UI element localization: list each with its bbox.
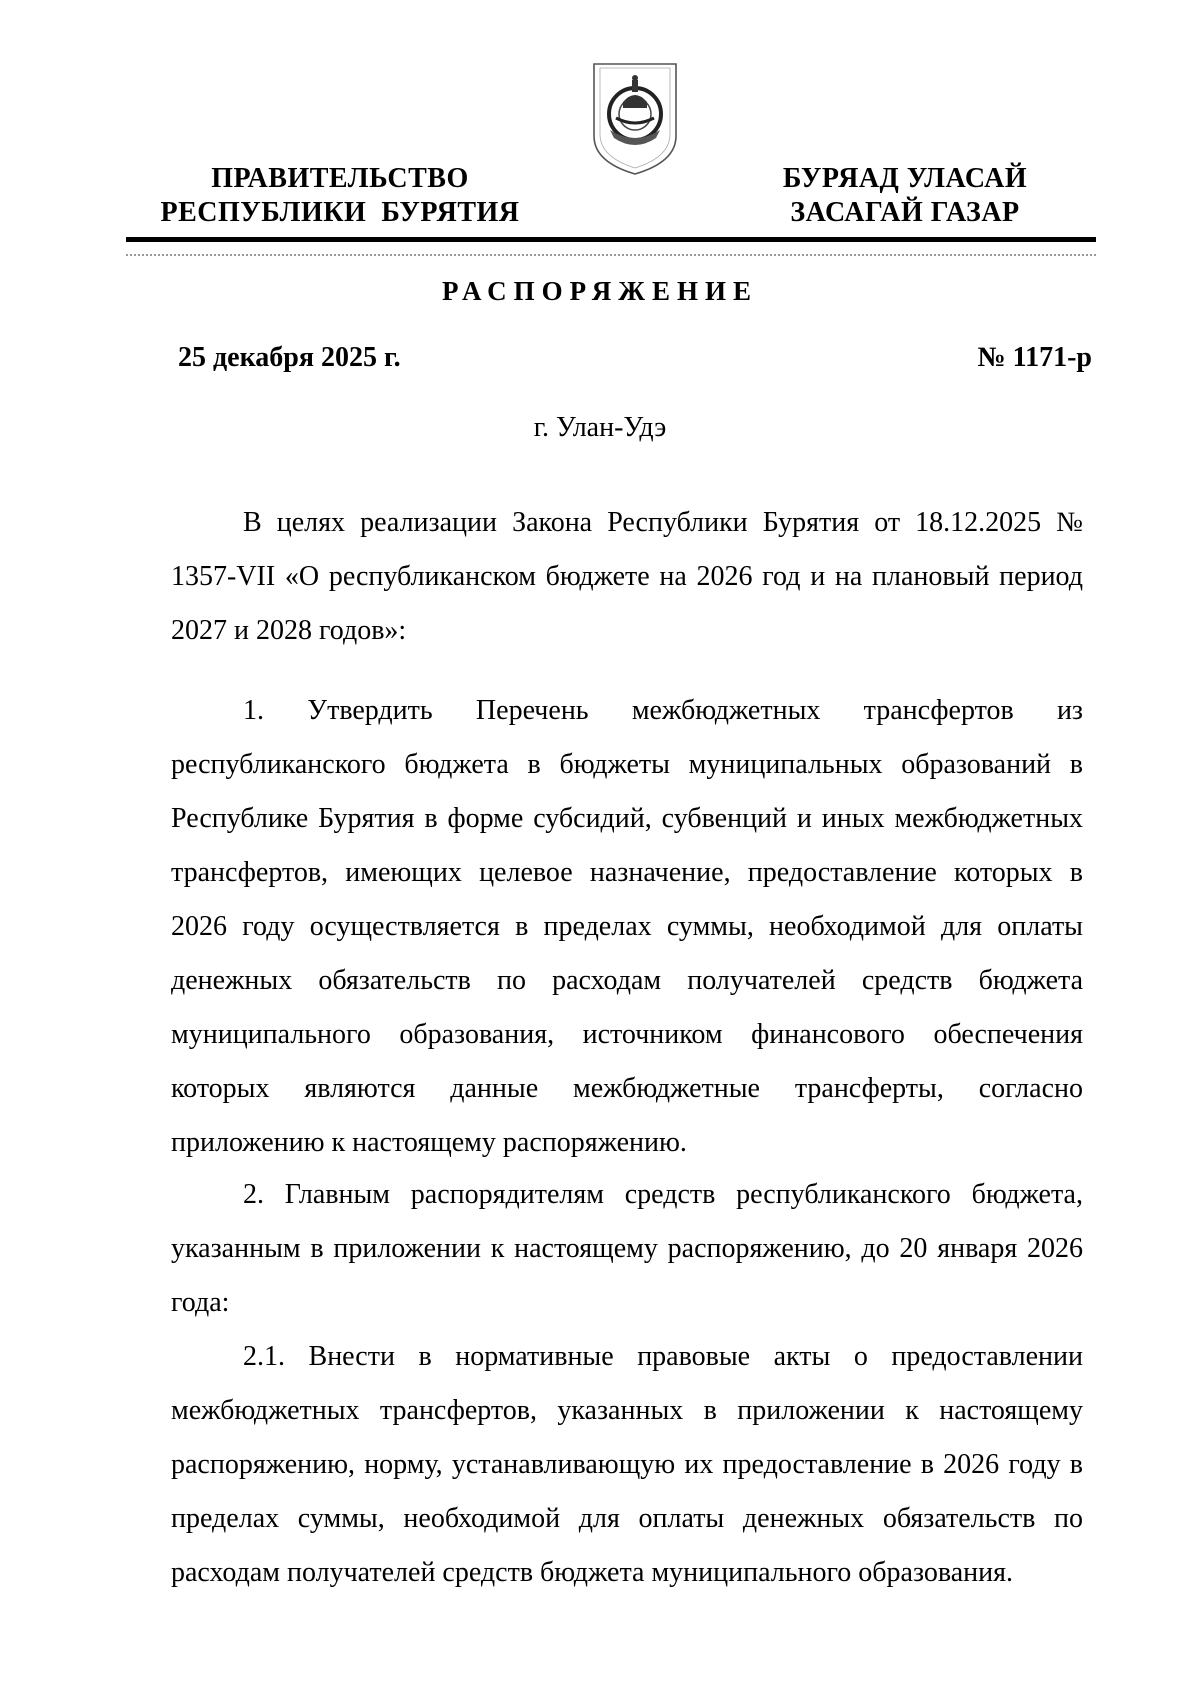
- org-bua-line-2: ЗАСАГАЙ ГАЗАР: [790, 197, 1020, 228]
- paragraph-item-2: 2. Главным распорядителям средств республиканского бюджета, указанным в приложении к настоящему распоряжению, до 20 января 2026 года:: [171, 1179, 1083, 1318]
- organization-name-buryat: [760, 162, 1050, 230]
- header-divider-thick: [126, 237, 1096, 242]
- header-divider-thin: [126, 254, 1096, 256]
- org-ru-line-2: РЕСПУБЛИКИ БУРЯТИЯ: [160, 197, 520, 228]
- paragraph-item-1: 1. Утвердить Перечень межбюджетных трансфертов из республиканского бюджета в бюджеты муниципальных образований в Республике Бурятия в форме субсидий, субвенций и иных межбюджетных трансфертов, имеющих целевое назначение, предоставление которых в 2026 году осуществляется в пределах суммы, необходимой для оплаты денежных обязательств по расходам получателей средств бюджета муниципального образования, источником финансового обеспечения которых являются данные межбюджетные трансферты, согласно приложению к настоящему распоряжению.: [171, 695, 1083, 1158]
- paragraph-item-2-1: 2.1. Внести в нормативные правовые акты о предоставлении межбюджетных трансфертов, указанных в приложении к настоящему распоряжению, норму, устанавливающую их предоставление в 2026 году в пределах суммы, необходимой для оплаты денежных обязательств по расходам получателей средств бюджета муниципального образования.: [171, 1341, 1083, 1588]
- organization-name-russian: [160, 162, 520, 230]
- document-number: № 1171-р: [977, 342, 1092, 373]
- document-type-title: РАСПОРЯЖЕНИЕ: [441, 276, 759, 306]
- paragraph-preamble: В целях реализации Закона Республики Бурятия от 18.12.2025 № 1357-VII «О республиканском бюджете на 2026 год и на плановый период 2027 и 2028 годов»:: [171, 507, 1083, 646]
- document-date: 25 декабря 2025 г.: [178, 342, 401, 373]
- org-ru-line-1: ПРАВИТЕЛЬСТВО: [211, 163, 469, 194]
- org-bua-line-1: БУРЯАД УЛАСАЙ: [782, 163, 1028, 194]
- coat-of-arms-icon: [590, 58, 680, 176]
- document-city: г. Улан-Удэ: [533, 412, 667, 443]
